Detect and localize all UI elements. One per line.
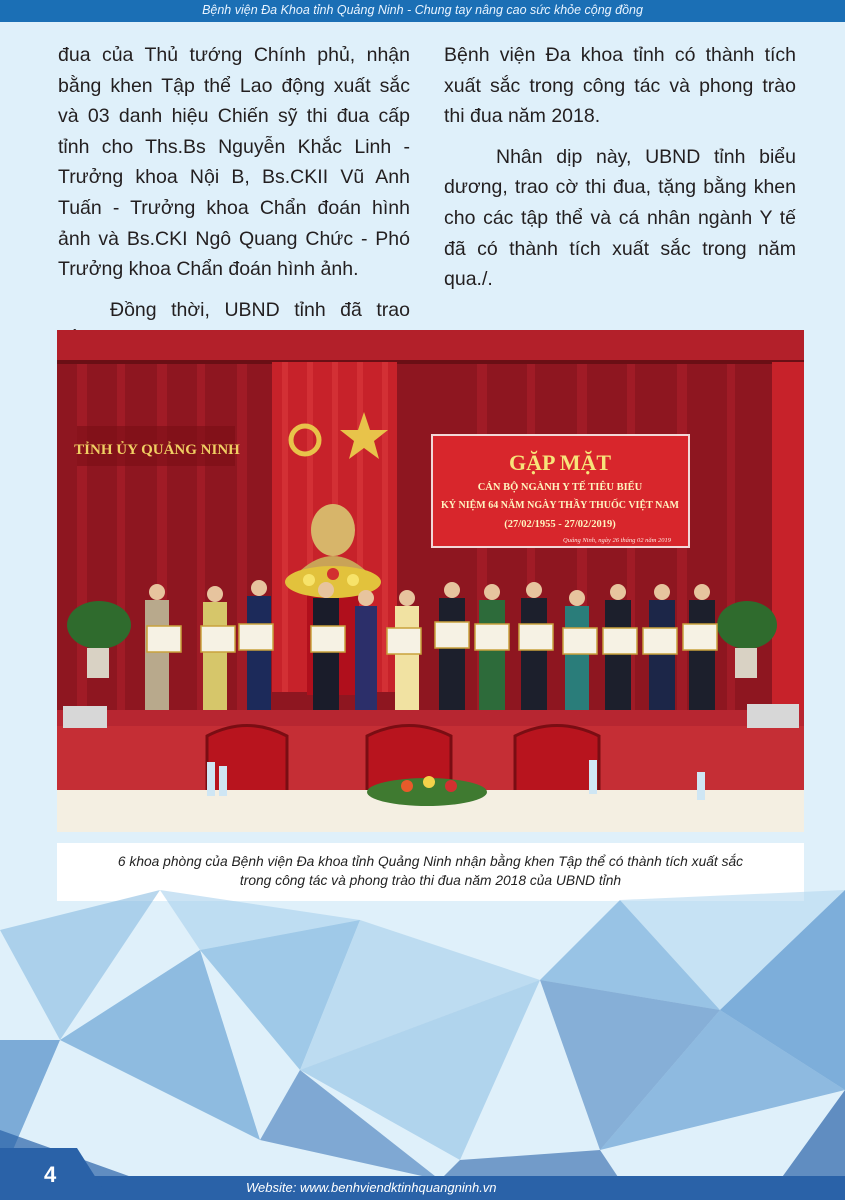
right-paragraph-2: Nhân dịp này, UBND tỉnh biểu dương, trao cờ thi đua, tặng bằng khen cho các tập thể và cá nhân ngành Y tế đã có thành tích xuất sắc trong năm qua./. bbox=[444, 145, 796, 291]
article-right-column bbox=[444, 40, 796, 305]
award-ceremony-photo bbox=[57, 330, 804, 832]
page-number: 4 bbox=[44, 1162, 57, 1187]
banner-title: GẶP MẶT bbox=[508, 450, 612, 475]
caption-line-2: trong công tác và phong trào thi đua năm 2018 của UBND tỉnh bbox=[239, 873, 622, 888]
banner-line-2: KỶ NIỆM 64 NĂM NGÀY THẦY THUỐC VIỆT NAM bbox=[441, 500, 679, 511]
caption-line-1: 6 khoa phòng của Bệnh viện Đa khoa tỉnh Quảng Ninh nhận bằng khen Tập thể có thành tích xuất sắc bbox=[117, 854, 744, 869]
banner-date: Quảng Ninh, ngày 26 tháng 02 năm 2019 bbox=[563, 537, 671, 544]
header-text: Bệnh viện Đa Khoa tỉnh Quảng Ninh - Chung tay nâng cao sức khỏe cộng đồng bbox=[202, 3, 643, 17]
page-header bbox=[0, 0, 845, 22]
right-paragraph-1: Bệnh viện Đa khoa tỉnh có thành tích xuất sắc trong công tác và phong trào thi đua năm 2018. bbox=[444, 44, 796, 128]
banner-line-1: CÁN BỘ NGÀNH Y TẾ TIÊU BIỂU bbox=[477, 482, 643, 493]
decorative-polygon-background bbox=[0, 890, 845, 1180]
left-paragraph-1: đua của Thủ tướng Chính phủ, nhận bằng khen Tập thể Lao động xuất sắc và 03 danh hiệu Chiến sỹ thi đua cấp tỉnh cho Ths.Bs Nguyễn Khắc Linh - Trưởng khoa Nội B, Bs.CKII Vũ Anh Tuấn - Trưởng khoa Chẩn đoán hình ảnh và Bs.CKI Ngô Quang Chức - Phó Trưởng khoa Chẩn đoán hình ảnh. bbox=[58, 44, 410, 281]
sign-tinh-uy-text: TỈNH ỦY QUẢNG NINH bbox=[74, 442, 240, 458]
website-link[interactable]: Website: www.benhviendktinhquangninh.vn bbox=[246, 1180, 497, 1195]
left-paragraph-2: Đồng thời, UBND tỉnh đã trao bbox=[110, 298, 410, 321]
banner-line-3: (27/02/1955 - 27/02/2019) bbox=[504, 519, 616, 530]
